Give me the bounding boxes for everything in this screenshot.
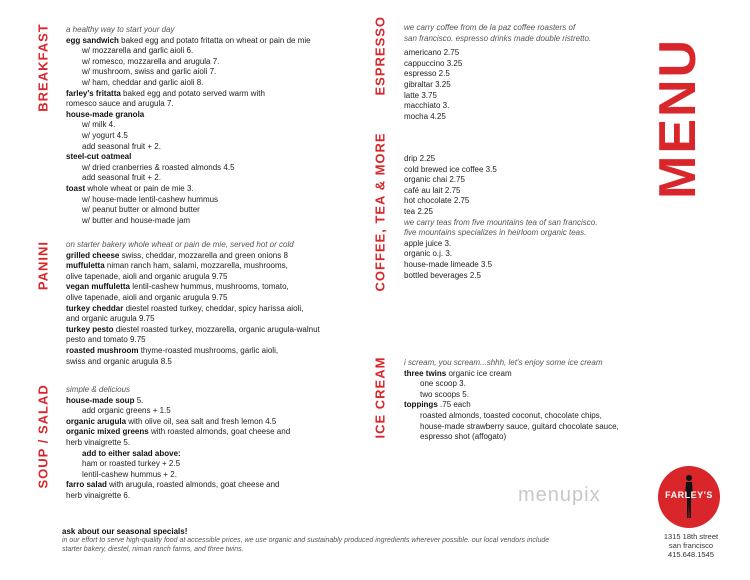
item-option: w/ mushroom, swiss and garlic aioli 7. (82, 67, 217, 77)
menu-item: house-made granola (66, 109, 145, 119)
section-label-espresso: ESPRESSO (372, 15, 388, 96)
espresso-tagline: we carry coffee from de la paz coffee roasters of (404, 23, 576, 32)
menu-item: tea 2.25 (404, 206, 433, 216)
item-option: w/ dried cranberries & roasted almonds 4.5 (82, 162, 235, 172)
section-label-ice-cream: ICE CREAM (372, 356, 388, 439)
menu-item: egg sandwich baked egg and potato fritatta on wheat or pain de mie (66, 35, 311, 45)
specials-note: ask about our seasonal specials! (62, 527, 188, 536)
menu-item: café au lait 2.75 (404, 185, 461, 195)
item-desc-cont: pesto and tomato 9.75 (66, 335, 146, 345)
section-label-coffee-tea: COFFEE, TEA & MORE (372, 132, 388, 292)
address-city: san francisco (668, 541, 714, 550)
item-option: one scoop 3. (420, 379, 466, 389)
menu-item: apple juice 3. (404, 238, 452, 248)
menu-item: latte 3.75 (404, 90, 437, 100)
menu-item: toast whole wheat or pain de mie 3. (66, 183, 194, 193)
item-option: w/ ham, cheddar and garlic aioli 8. (82, 77, 204, 87)
item-option: house-made strawberry sauce, guitard chocolate sauce, (420, 421, 619, 431)
section-label-breakfast: BREAKFAST (35, 23, 51, 112)
menu-item: muffuletta niman ranch ham, salami, mozzarella, mushrooms, (66, 261, 288, 271)
menu-item: organic mixed greens with roasted almonds, goat cheese and (66, 427, 291, 437)
menupix-watermark: menupix (518, 484, 601, 506)
item-option: espresso shot (affogato) (420, 432, 507, 442)
panini-tagline: on starter bakery whole wheat or pain de mie, served hot or cold (66, 240, 294, 249)
menu-item: mocha 4.25 (404, 111, 446, 121)
item-desc-cont: herb vinaigrette 6. (66, 490, 131, 500)
menu-item: farley's fritatta baked egg and potato served warm with (66, 88, 265, 98)
menu-item: grilled cheese swiss, cheddar, mozzarella and green onions 8 (66, 250, 288, 260)
tea-note: we carry teas from five mountains tea of san francisco. (404, 217, 598, 227)
menu-item: farro salad with arugula, roasted almonds, goat cheese and (66, 480, 280, 490)
item-option: lentil-cashew hummus + 2. (82, 469, 177, 479)
menu-item: hot chocolate 2.75 (404, 196, 470, 206)
item-option: w/ peanut butter or almond butter (82, 205, 200, 215)
item-option: w/ yogurt 4.5 (82, 130, 128, 140)
item-desc-cont: olive tapenade, aioli and organic arugula 9.75 (66, 292, 228, 302)
espresso-section (404, 23, 644, 122)
item-option: w/ house-made lentil-cashew hummus (82, 194, 219, 204)
menu-item: three twins organic ice cream (404, 368, 512, 378)
item-option: w/ romesco, mozzarella and arugula 7. (82, 56, 220, 66)
footer (62, 526, 622, 554)
menu-item: steel-cut oatmeal (66, 152, 132, 162)
menu-item: americano 2.75 (404, 48, 460, 58)
item-option: two scoops 5. (420, 389, 469, 399)
sourcing-note: in our effort to serve high-quality food at accessible prices, we use organic and sustainably produced ingredients wherever possible. our local vendors include (62, 537, 550, 544)
address-block (650, 532, 732, 559)
item-desc-cont: olive tapenade, aioli and organic arugula 9.75 (66, 271, 228, 281)
menu-item: house-made limeade 3.5 (404, 259, 493, 269)
section-label-soup-salad: SOUP / SALAD (35, 384, 51, 489)
item-option: w/ milk 4. (82, 120, 116, 130)
menu-item: vegan muffuletta lentil-cashew hummus, mushrooms, tomato, (66, 282, 289, 292)
item-desc-cont: romesco sauce and arugula 7. (66, 99, 174, 109)
menu-item: cold brewed ice coffee 3.5 (404, 164, 497, 174)
menu-item: organic arugula with olive oil, sea salt and fresh lemon 4.5 (66, 416, 277, 426)
item-option: roasted almonds, toasted coconut, chocolate chips, (420, 410, 602, 420)
section-label-panini: PANINI (35, 240, 51, 291)
menu-item: bottled beverages 2.5 (404, 270, 481, 280)
address-phone: 415.648.1545 (668, 550, 714, 559)
address-street: 1315 18th street (663, 532, 719, 541)
menu-item: gibraltar 3.25 (404, 79, 451, 89)
menu-item: organic chai 2.75 (404, 175, 465, 185)
breakfast-section (66, 25, 346, 226)
farleys-logo (658, 466, 720, 528)
item-desc-cont: herb vinaigrette 5. (66, 437, 131, 447)
menu-item: roasted mushroom thyme-roasted mushrooms, garlic aioli, (66, 345, 279, 355)
menu-item: espresso 2.5 (404, 69, 450, 79)
menu-item: turkey pesto diestel roasted turkey, mozzarella, organic arugula-walnut (66, 324, 320, 334)
item-option: ham or roasted turkey + 2.5 (82, 459, 181, 469)
tea-note: five mountains specializes in heirloom organic teas. (404, 228, 587, 238)
menu-item: organic o.j. 3. (404, 249, 453, 259)
menu-item: cappuccino 3.25 (404, 58, 463, 68)
item-option: w/ butter and house-made jam (82, 215, 191, 225)
breakfast-tagline: a healthy way to start your day (66, 25, 175, 34)
item-desc-cont: swiss and organic arugula 8.5 (66, 356, 172, 366)
item-desc-cont: and organic arugula 9.75 (66, 314, 155, 324)
ice-cream-tagline: i scream, you scream...shhh, let's enjoy some ice cream (404, 358, 603, 367)
menu-title: MENU (649, 37, 707, 199)
panini-section (66, 240, 356, 367)
ice-cream-section (404, 358, 644, 443)
item-option: add organic greens + 1.5 (82, 406, 171, 416)
menu-item: drip 2.25 (404, 154, 436, 163)
soup-salad-section (66, 385, 356, 502)
item-option: w/ mozzarella and garlic aioli 6. (82, 46, 194, 56)
soup-tagline: simple & delicious (66, 385, 131, 394)
item-option: add seasonal fruit + 2. (82, 173, 161, 183)
menu-item: turkey cheddar diestel roasted turkey, cheddar, spicy harissa aioli, (66, 303, 304, 313)
coffee-tea-section (404, 154, 644, 281)
logo-text: FARLEY'S (665, 490, 713, 500)
sourcing-note: starter bakery, diestel, niman ranch farms, and three twins. (62, 545, 244, 553)
menu-item: house-made soup 5. (66, 395, 144, 405)
menu-item: toppings .75 each (404, 400, 471, 410)
item-option: add seasonal fruit + 2. (82, 141, 161, 151)
espresso-tagline: san francisco. espresso drinks made double ristretto. (404, 33, 592, 43)
menu-item: macchiato 3. (404, 101, 450, 111)
salad-addons-heading: add to either salad above: (82, 448, 181, 458)
